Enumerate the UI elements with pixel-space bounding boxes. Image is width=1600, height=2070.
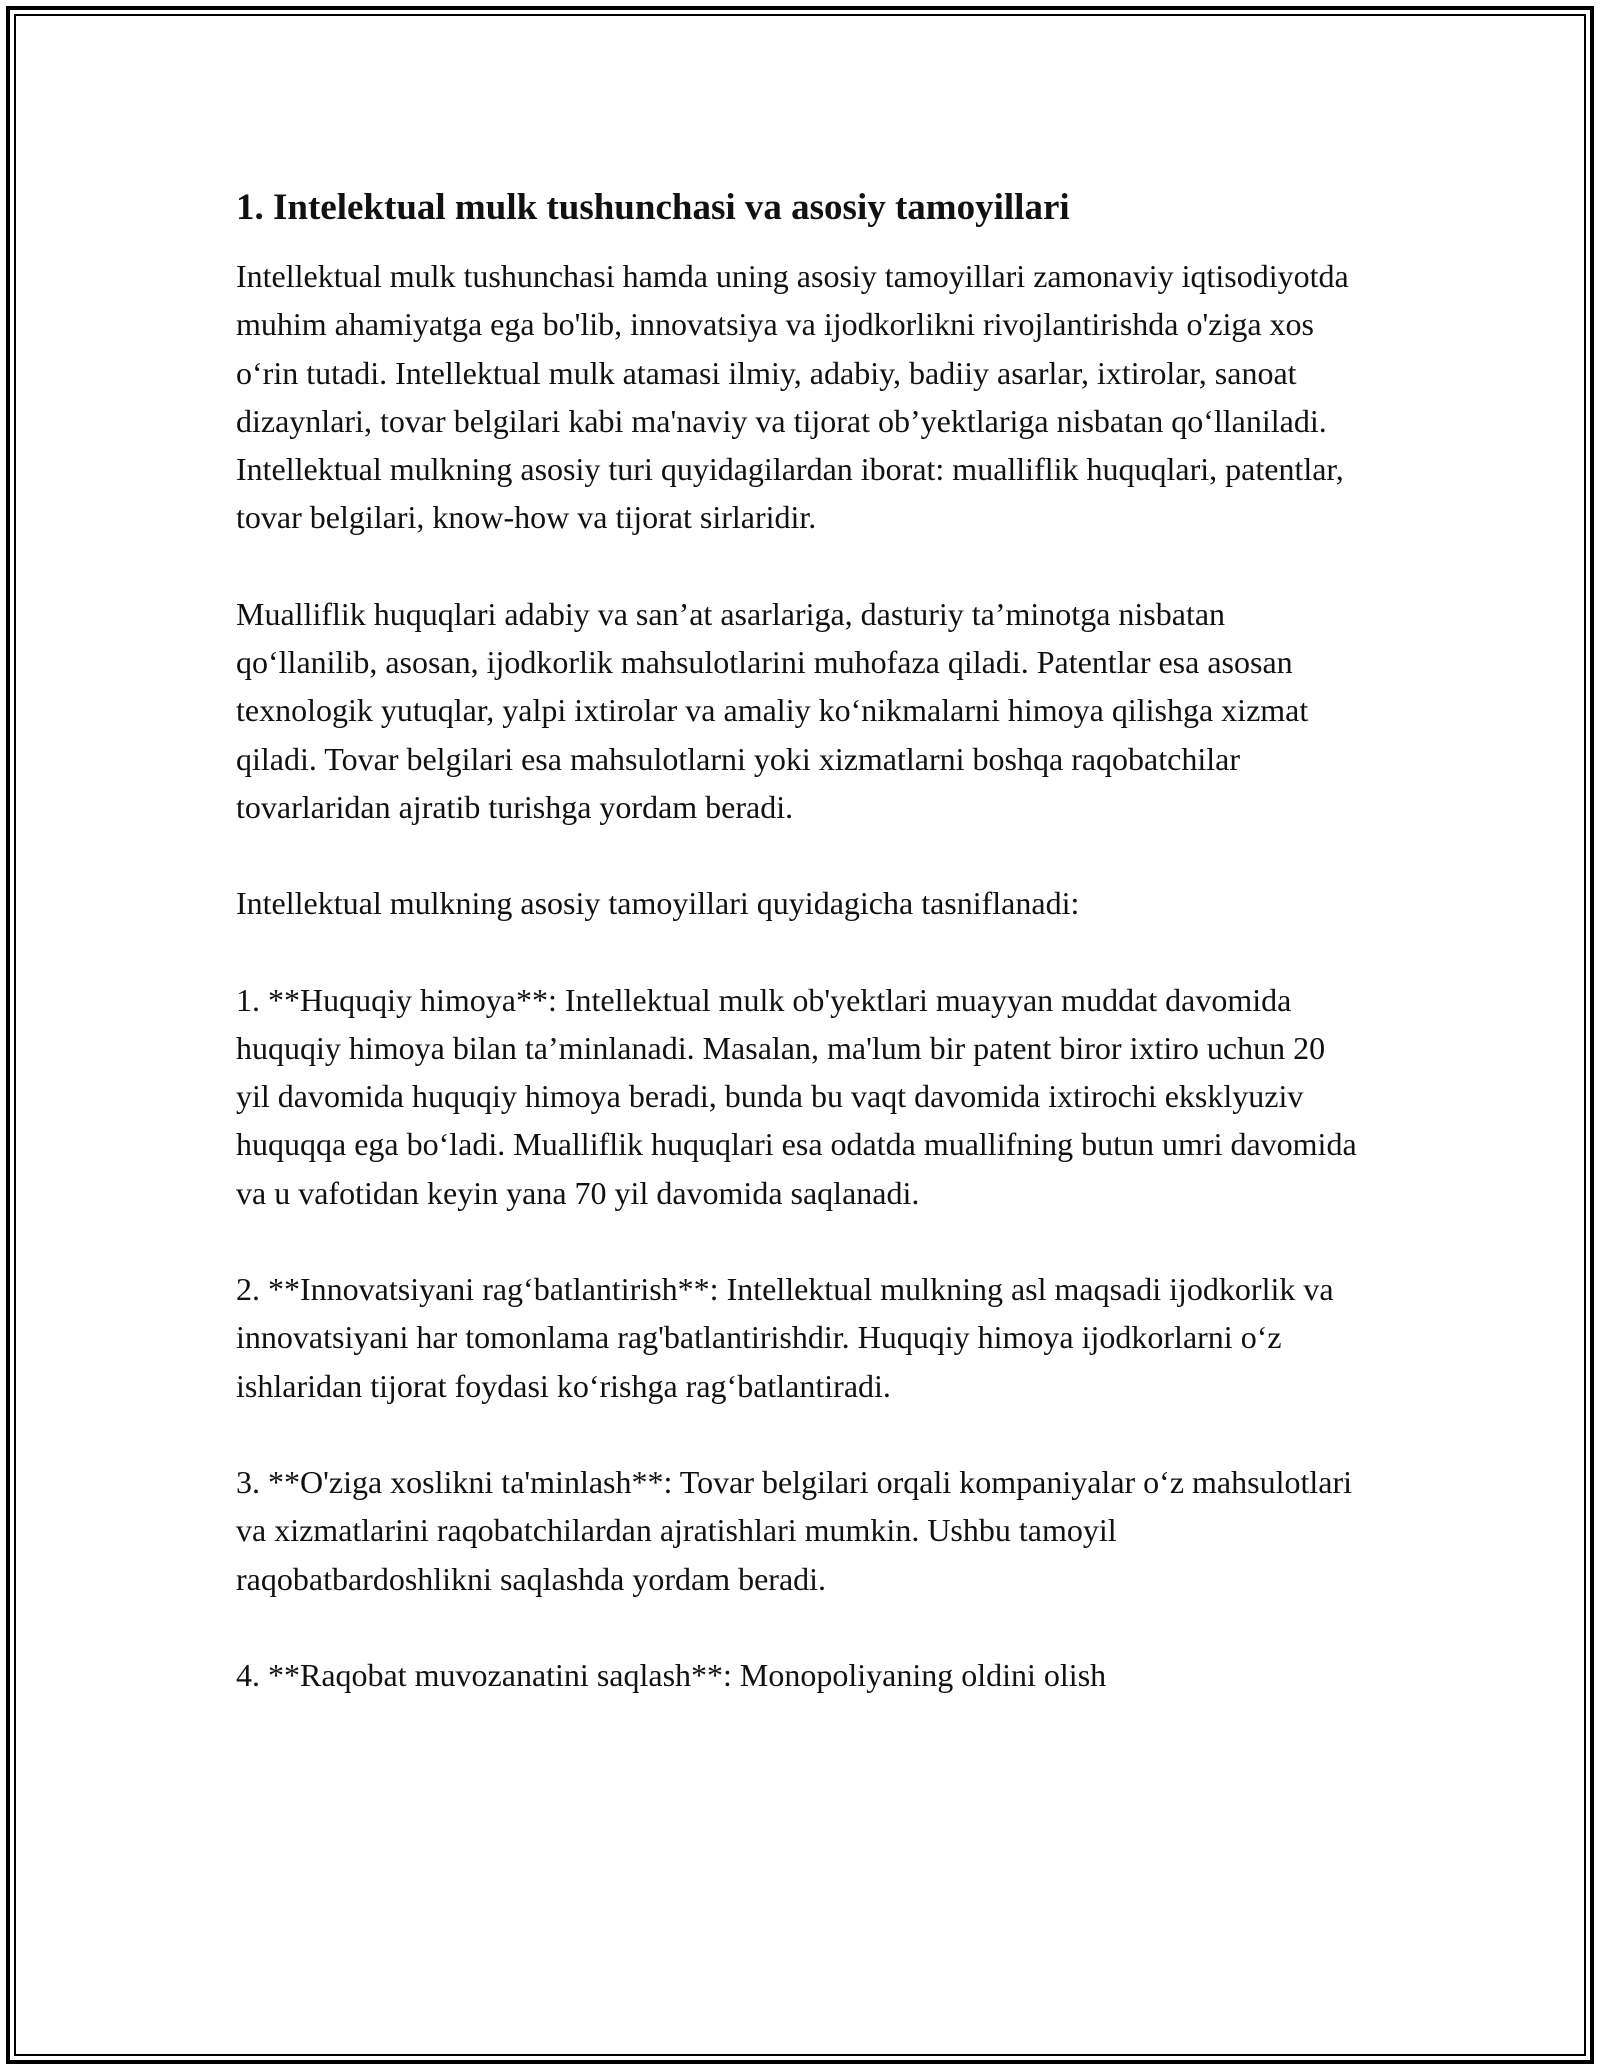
list-item-competition: 4. **Raqobat muvozanatini saqlash**: Monopoliyaning oldini olish [236,1656,1107,1693]
paragraph-rights: Mualliflik huquqlari adabiy va san’at asarlariga, dasturiy ta’minotga nisbatan qo‘llanilib, asosan, ijodkorlik mahsulotlarini muhofaza qiladi. Patentlar esa asosan texnologik yutuqlar, yalpi ixtirolar va amaliy ko‘nikmalarni himoya qilishga xizmat qiladi. Tovar belgilari esa mahsulotlarni yoki xizmatlarni boshqa raqobatchilar tovarlaridan ajratib turishga yordam beradi. [236,595,1309,825]
section-heading: 1. Intelektual mulk tushunchasi va asosiy tamoyillari [236,187,1070,228]
paragraph-intro: Intellektual mulk tushunchasi hamda uning asosiy tamoyillari zamonaviy iqtisodiyotda muhim ahamiyatga ega bo'lib, innovatsiya va ijodkorlikni rivojlantirishda o'ziga xos o‘rin tutadi. Intellektual mulk atamasi ilmiy, adabiy, badiiy asarlar, ixtirolar, sanoat dizaynlari, tovar belgilari kabi ma'naviy va tijorat ob’yektlariga nisbatan qo‘llaniladi. Intellektual mulkning asosiy turi quyidagilardan iborat: mualliflik huquqlari, patentlar, tovar belgilari, know-how va tijorat sirlaridir. [236,258,1349,536]
document-body [236,184,1366,1699]
list-item-innovation: 2. **Innovatsiyani rag‘batlantirish**: Intellektual mulkning asl maqsadi ijodkorlik va innovatsiyani har tomonlama rag'batlantirishdir. Huquqiy himoya ijodkorlarni o‘z ishlaridan tijorat foydasi ko‘rishga rag‘batlantiradi. [236,1271,1334,1404]
list-item-distinctiveness: 3. **O'ziga xoslikni ta'minlash**: Tovar belgilari orqali kompaniyalar o‘z mahsulotlari va xizmatlarini raqobatchilardan ajratishlari mumkin. Ushbu tamoyil raqobatbardoshlikni saqlashda yordam beradi. [236,1463,1352,1597]
paragraph-principles-lead: Intellektual mulkning asosiy tamoyillari quyidagicha tasniflanadi: [236,885,1080,922]
list-item-legal-protection: 1. **Huquqiy himoya**: Intellektual mulk ob'yektlari muayyan muddat davomida huquqiy himoya bilan ta’minlanadi. Masalan, ma'lum bir patent biror ixtiro uchun 20 yil davomida huquqiy himoya beradi, bunda bu vaqt davomida ixtirochi eksklyuziv huquqqa ega bo‘ladi. Mualliflik huquqlari esa odatda muallifning butun umri davomida va u vafotidan keyin yana 70 yil davomida saqlanadi. [236,981,1357,1211]
